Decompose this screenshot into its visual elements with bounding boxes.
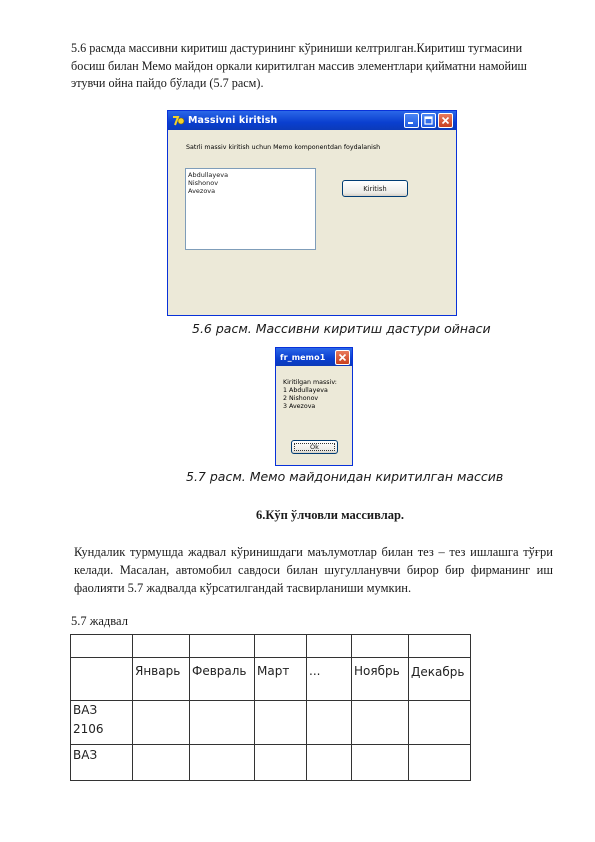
header-cell: Ноябрь (352, 658, 409, 701)
intro-paragraph: 5.6 расмда массивни киритиш дастурининг кўриниши келтрилган.Киритиш тугмасини босиш билан Мемо майдон оркали киритилган массив элементлари қийматни намойиш этувчи ойна пайдо бўлади (5.7 расм). (71, 41, 527, 90)
section-heading-text: 6.Кўп ўлчовли массивлар. (255, 508, 405, 522)
window-title: Massivni kiritish (188, 115, 278, 126)
table-cell (255, 635, 307, 658)
section-heading (0, 508, 595, 523)
sales-table (70, 634, 471, 781)
table-cell (255, 701, 307, 745)
table-row (71, 701, 471, 745)
window-titlebar[interactable] (276, 348, 352, 366)
fr-memo1-window (275, 347, 353, 466)
memo-line: Avezova (188, 187, 216, 195)
table-cell (190, 745, 255, 781)
table-cell (190, 635, 255, 658)
figure-caption-5-6: 5.6 расм. Массивни киритиш дастури ойнаси (192, 321, 491, 336)
maximize-icon (424, 116, 433, 125)
table-cell (255, 745, 307, 781)
table-header-row (71, 658, 471, 701)
table-cell (352, 745, 409, 781)
header-cell: Март (255, 658, 307, 701)
window-title: fr_memo1 (280, 352, 326, 362)
figure-caption-5-7: 5.7 расм. Мемо майдонидан киритилган массив (186, 469, 504, 484)
header-cell (71, 658, 133, 701)
output-line: Kiritilgan massiv: (283, 379, 337, 386)
table-row (71, 745, 471, 781)
table-caption: 5.7 жадвал (71, 614, 128, 628)
table-cell (409, 635, 471, 658)
output-line: 2 Nishonov (283, 395, 319, 402)
table-cell (133, 745, 190, 781)
massiv-kiritish-window (167, 110, 457, 316)
minimize-icon (407, 116, 416, 125)
table-cell (352, 635, 409, 658)
close-icon (441, 116, 450, 125)
table-cell (307, 635, 352, 658)
kiritish-button[interactable]: Kiritish (342, 180, 408, 197)
table-cell (133, 701, 190, 745)
header-cell: Февраль (190, 658, 255, 701)
table-cell (133, 635, 190, 658)
table-cell (190, 701, 255, 745)
table-cell: ВАЗ 2106 (71, 701, 133, 745)
output-line: 1 Abdullayeva (283, 387, 328, 394)
table-cell: ВАЗ (71, 745, 133, 781)
table-cell (409, 701, 471, 745)
close-button[interactable] (438, 113, 453, 128)
body-paragraph: Кундалик турмушда жадвал кўринишдаги маълумотлар билан тез – тез ишлашга тўғри келади. Масалан, автомобил савдоси билан шугулланувчи бирор бир фирманинг иш фаолияти 5.7 жадвалда кўрсатилгандай тасвирланиши мумкин. (74, 545, 553, 595)
output-line: 3 Avezova (283, 403, 316, 410)
app-icon (172, 115, 185, 127)
maximize-button[interactable] (421, 113, 436, 128)
minimize-button[interactable] (404, 113, 419, 128)
memo-line: Abdullayeva (188, 171, 229, 179)
table-cell (307, 745, 352, 781)
table-row (71, 635, 471, 658)
header-cell: Декабрь (409, 658, 471, 701)
close-icon (338, 353, 347, 362)
table-cell (71, 635, 133, 658)
table-cell (307, 701, 352, 745)
output-text (283, 379, 337, 411)
memo-line: Nishonov (188, 179, 219, 187)
header-cell: ... (307, 658, 352, 701)
window-titlebar[interactable] (168, 111, 456, 130)
instruction-label: Satrli massiv kiritish uchun Memo komponentdan foydalanish (186, 144, 381, 151)
table-cell (409, 745, 471, 781)
table-cell (352, 701, 409, 745)
close-button[interactable] (335, 350, 350, 365)
ok-button[interactable]: Ok (291, 440, 338, 454)
memo-field[interactable] (185, 168, 316, 250)
header-cell: Январь (133, 658, 190, 701)
